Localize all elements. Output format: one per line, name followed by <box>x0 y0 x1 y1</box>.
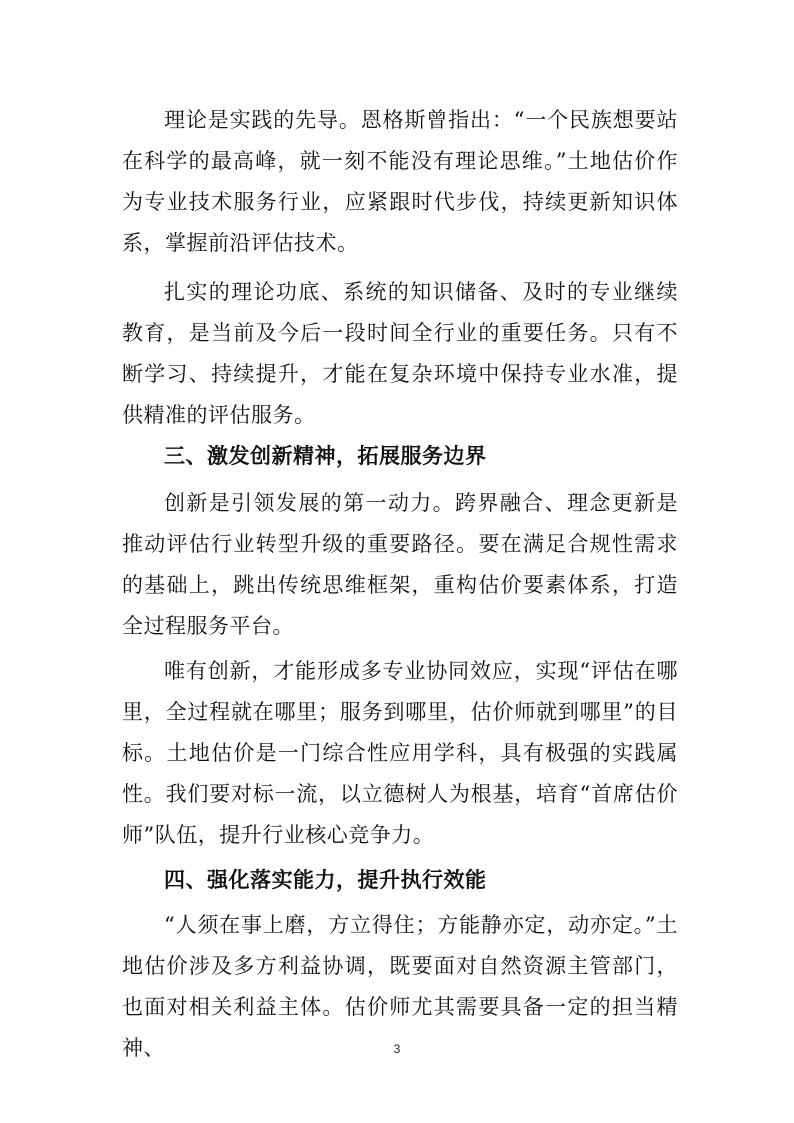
body-paragraph: 创新是引领发展的第一动力。跨界融合、理念更新是推动评估行业转型升级的重要路径。要在满足合规性需求的基础上，跳出传统思维框架，重构估价要素体系，打造全过程服务平台。 <box>122 491 678 638</box>
page-number: 3 <box>393 1042 401 1056</box>
body-paragraph: 唯有创新，才能形成多专业协同效应，实现“评估在哪里，全过程就在哪里；服务到哪里，估价师就到哪里”的目标。土地估价是一门综合性应用学科，具有极强的实践属性。我们要对标一流，以立德树人为根基，培育“首席估价师”队伍，提升行业核心竞争力。 <box>122 659 678 847</box>
body-paragraph: 理论是实践的先导。恩格斯曾指出：“一个民族想要站在科学的最高峰，就一刻不能没有理论思维。”土地估价作为专业技术服务行业，应紧跟时代步伐，持续更新知识体系，掌握前沿评估技术。 <box>122 108 678 255</box>
section-heading: 四、强化落实能力，提升执行效能 <box>164 868 487 892</box>
section-heading: 三、激发创新精神，拓展服务边界 <box>164 444 487 468</box>
body-paragraph: 扎实的理论功底、系统的知识储备、及时的专业继续教育，是当前及今后一段时间全行业的重要任务。只有不断学习、持续提升，才能在复杂环境中保持专业水准，提供精准的评估服务。 <box>122 280 678 427</box>
body-paragraph: “人须在事上磨，方立得住；方能静亦定，动亦定。”土地估价涉及多方利益协调，既要面对自然资源主管部门，也面对相关利益主体。估价师尤其需要具备一定的担当精神、 <box>122 913 678 1060</box>
